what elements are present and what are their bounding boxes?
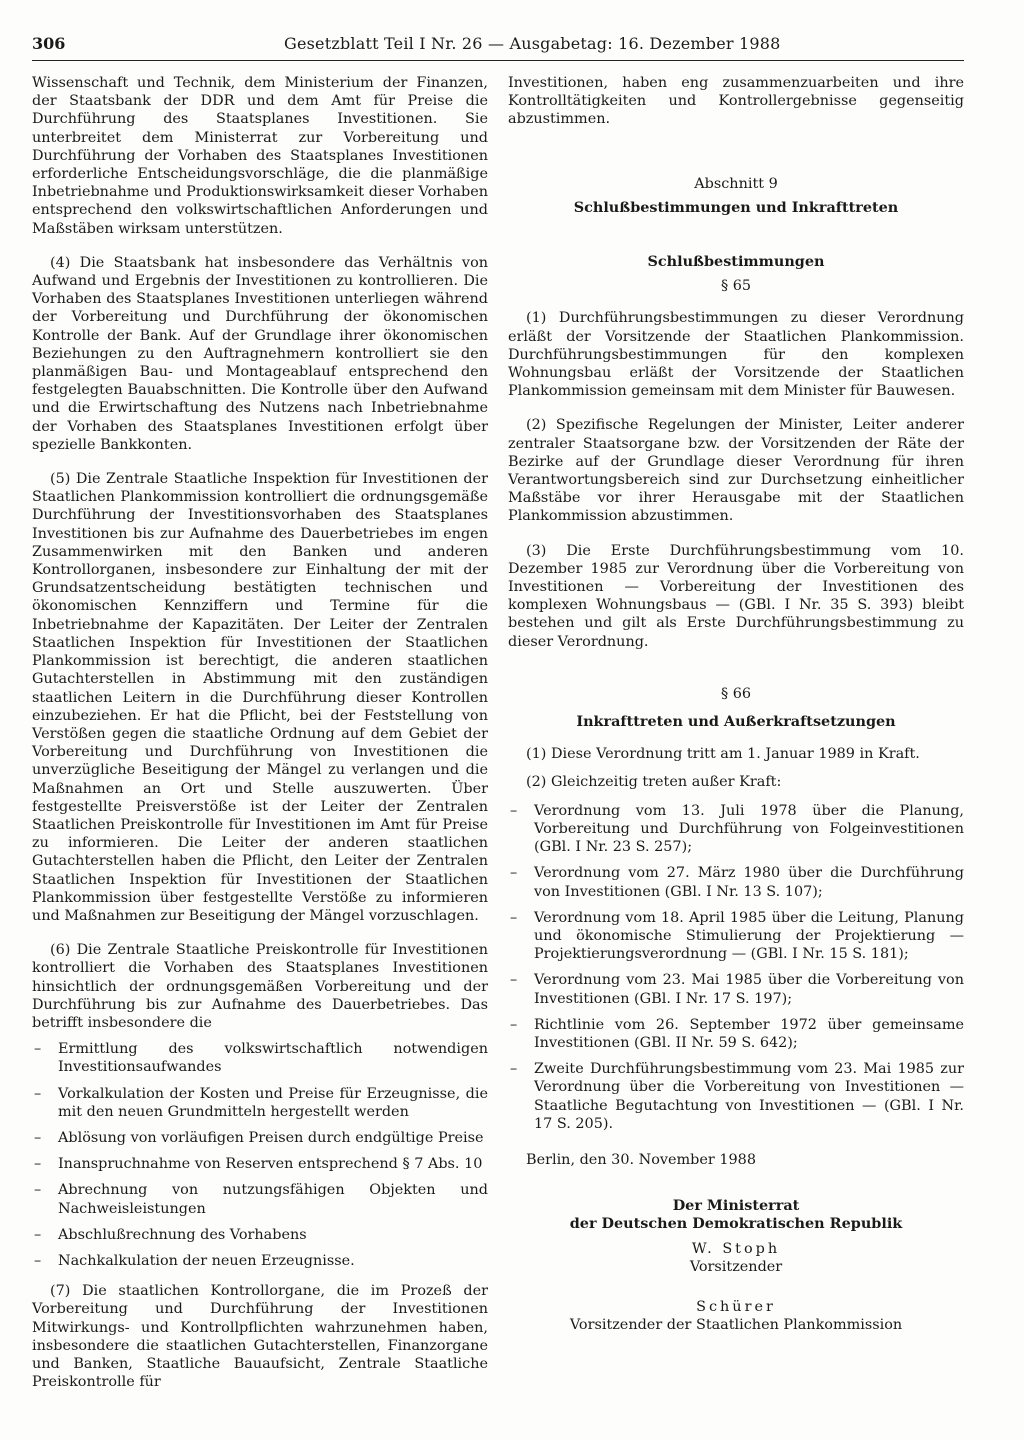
- paragraph-66-title: Inkrafttreten und Außerkraftsetzungen: [576, 713, 896, 731]
- list-item: – Abschlußrechnung des Vorhabens: [32, 1226, 488, 1244]
- council-line-2: der Deutschen Demokratischen Republik: [569, 1215, 903, 1233]
- place-date: Berlin, den 30. November 1988: [526, 1151, 756, 1168]
- signer-1-name: W. Stoph: [691, 1240, 781, 1257]
- paragraph-4: (4) Die Staatsbank hat insbesondere das Verhältnis von Aufwand und Ergebnis der Investitionen zu kontrollieren. Die Vorhaben des Staatsplanes Investitionen unterliegen während der Vorbereitung und Durchführung der ökonomischen Kontrolle der Bank. Auf der Grundlage ihrer ökonomischen Beziehungen zu den Auftragnehmern kontrolliert sie den planmäßigen Bau- und Montageablauf entsprechend den festgelegten Bauabschnitten. Die Kontrolle über den Aufwand und die Erwirtschaftung des Nutzens nach Inbetriebnahme der Vorhaben des Staatsplanes Investitionen erfolgt über spezielle Bankkonten.: [32, 254, 488, 453]
- list-item: – Zweite Durchführungsbestimmung vom 23. Mai 1985 zur Verordnung über die Vorbereitung von Investitionen — Staatliche Begutachtung von Investitionen — (GBl. I Nr. 17 S. 205).: [508, 1060, 964, 1133]
- section-label: Abschnitt 9: [694, 175, 778, 192]
- page-header: [32, 32, 964, 61]
- list-item: – Ermittlung des volkswirtschaftlich notwendigen Investitionsaufwandes: [32, 1040, 488, 1076]
- paragraph-5: (5) Die Zentrale Staatliche Inspektion für Investitionen der Staatlichen Plankommission kontrolliert die ordnungsgemäße Durchführung der Investitionsvorhaben des Staatsplanes Investitionen bis zur Aufnahme des Dauerbetriebes im engen Zusammenwirken mit den Banken und anderen Kontrollorganen, insbesondere zur Einhaltung der mit der Grundsatzentscheidung bestätigten technischen und ökonomischen Kennziffern und Termine für die Inbetriebnahme der Kapazitäten. Der Leiter der Zentralen Staatlichen Inspektion für Investitionen der Staatlichen Plankommission ist berechtigt, die anderen staatlichen Gutachterstellen in Abstimmung mit den zuständigen staatlichen Leitern in die Durchführung dieser Kontrollen einzubeziehen. Er hat die Pflicht, bei der Feststellung von Verstößen gegen die staatliche Ordnung auf dem Gebiet der Vorbereitung und Durchführung von Investitionen die unverzügliche Beseitigung der Mängel zu verlangen und die Maßnahmen an Ort und Stelle auszuwerten. Über festgestellte Preisverstöße ist der Leiter der Zentralen Staatlichen Preiskontrolle für Investitionen im Amt für Preise zu informieren. Die Leiter der anderen staatlichen Gutachterstellen haben die Pflicht, den Leiter der Zentralen Staatlichen Inspektion für Investitionen der Staatlichen Plankommission über festgestellte Verstöße zu informieren und Maßnahmen zur Beseitigung der Mängel vorzuschlagen.: [32, 471, 488, 924]
- paragraph-continued: Wissenschaft und Technik, dem Ministerium der Finanzen, der Staatsbank der DDR und dem Amt für Preise die Durchführung des Staatsplanes Investitionen. Sie unterbreitet dem Ministerrat zur Vorbereitung und Durchführung der Vorhaben des Staatsplanes Investitionen erforderliche Entscheidungsvorschläge, die die planmäßige Inbetriebnahme und Produktionswirksamkeit dieser Vorhaben entsprechend den volkswirtschaftlichen Anforderungen und Maßstäben wirksam unterstützen.: [32, 75, 488, 237]
- section-title: Schlußbestimmungen und Inkrafttreten: [573, 198, 899, 216]
- list-item: – Vorkalkulation der Kosten und Preise für Erzeugnisse, die mit den neuen Grundmitteln hergestellt werden: [32, 1085, 488, 1121]
- list-item: – Richtlinie vom 26. September 1972 über gemeinsame Investitionen (GBl. II Nr. 59 S. 642);: [508, 1016, 964, 1052]
- list-item: – Abrechnung von nutzungsfähigen Objekten und Nachweisleistungen: [32, 1181, 488, 1217]
- signer-1-role: Vorsitzender: [689, 1258, 783, 1275]
- page-number: 306: [32, 34, 66, 53]
- paragraph-66-2: (2) Gleichzeitig treten außer Kraft:: [526, 774, 782, 791]
- list-repealed: [508, 802, 964, 1133]
- paragraph-65-2: (2) Spezifische Regelungen der Minister, Leiter anderer zentraler Staatsorgane bzw. der Vorsitzenden der Räte der Bezirke auf der Grundlage dieser Verordnung für ihren Verantwortungsbereich sind zur Durchsetzung einheitlicher Maßstäbe vor ihrer Herausgabe mit der Staatlichen Plankommission abzustimmen.: [508, 417, 964, 525]
- council-line-1: Der Ministerrat: [672, 1197, 800, 1215]
- list-item: – Verordnung vom 18. April 1985 über die Leitung, Planung und ökonomische Stimulierung der Projektierung — Projektierungsverordnung — (GBl. I Nr. 15 S. 181);: [508, 909, 964, 964]
- list-paragraph-6: [32, 1040, 488, 1270]
- right-column: [508, 74, 964, 1334]
- paragraph-7: (7) Die staatlichen Kontrollorgane, die im Prozeß der Vorbereitung und Durchführung der Investitionen Mitwirkungs- und Kontrollpflichten wahrzunehmen haben, insbesondere die staatlichen Gutachterstellen, Finanzorgane und Banken, Staatliche Bauaufsicht, Zentrale Staatliche Preiskontrolle für: [32, 1283, 488, 1391]
- paragraph-sign-66: § 66: [720, 685, 752, 702]
- subsection-title: Schlußbestimmungen: [647, 253, 825, 271]
- paragraph-65-3: (3) Die Erste Durchführungsbestimmung vom 10. Dezember 1985 zur Verordnung über die Vorbereitung von Investitionen — Vorbereitung der Investitionen des komplexen Wohnungsbaus — (GBl. I Nr. 35 S. 393) bleibt bestehen und gilt als Erste Durchführungsbestimmung zu dieser Verordnung.: [508, 542, 964, 650]
- header-title: Gesetzblatt Teil I Nr. 26 — Ausgabetag: 16. Dezember 1988: [284, 34, 781, 53]
- list-item: – Ablösung von vorläufigen Preisen durch endgültige Preise: [32, 1129, 488, 1147]
- list-item: – Verordnung vom 27. März 1980 über die Durchführung von Investitionen (GBl. I Nr. 13 S. 107);: [508, 864, 964, 900]
- left-column: [32, 74, 488, 1407]
- paragraph-66-1: (1) Diese Verordnung tritt am 1. Januar 1989 in Kraft.: [526, 746, 920, 763]
- signer-2-role: Vorsitzender der Staatlichen Plankommission: [569, 1317, 903, 1334]
- paragraph-sign-65: § 65: [720, 278, 752, 295]
- paragraph-7-continued: Investitionen, haben eng zusammenzuarbeiten und ihre Kontrolltätigkeiten und Kontrollergebnisse gegenseitig abzustimmen.: [508, 75, 964, 128]
- list-item: – Nachkalkulation der neuen Erzeugnisse.: [32, 1252, 488, 1270]
- signer-2-name: Schürer: [696, 1298, 776, 1315]
- list-item: – Verordnung vom 13. Juli 1978 über die Planung, Vorbereitung und Durchführung von Folgeinvestitionen (GBl. I Nr. 23 S. 257);: [508, 802, 964, 857]
- list-item: – Inanspruchnahme von Reserven entsprechend § 7 Abs. 10: [32, 1155, 488, 1173]
- paragraph-6: (6) Die Zentrale Staatliche Preiskontrolle für Investitionen kontrolliert die Vorhaben des Staatsplanes Investitionen hinsichtlich der ordnungsgemäßen Vorbereitung und der Durchführung bis zur Aufnahme des Dauerbetriebes. Das betrifft insbesondere die: [32, 942, 488, 1031]
- list-item: – Verordnung vom 23. Mai 1985 über die Vorbereitung von Investitionen (GBl. I Nr. 17 S. 197);: [508, 971, 964, 1007]
- paragraph-65-1: (1) Durchführungsbestimmungen zu dieser Verordnung erläßt der Vorsitzende der Staatlichen Plankommission. Durchführungsbestimmungen für den komplexen Wohnungsbau erläßt der Vorsitzende der Staatlichen Plankommission gemeinsam mit dem Minister für Bauwesen.: [508, 310, 964, 400]
